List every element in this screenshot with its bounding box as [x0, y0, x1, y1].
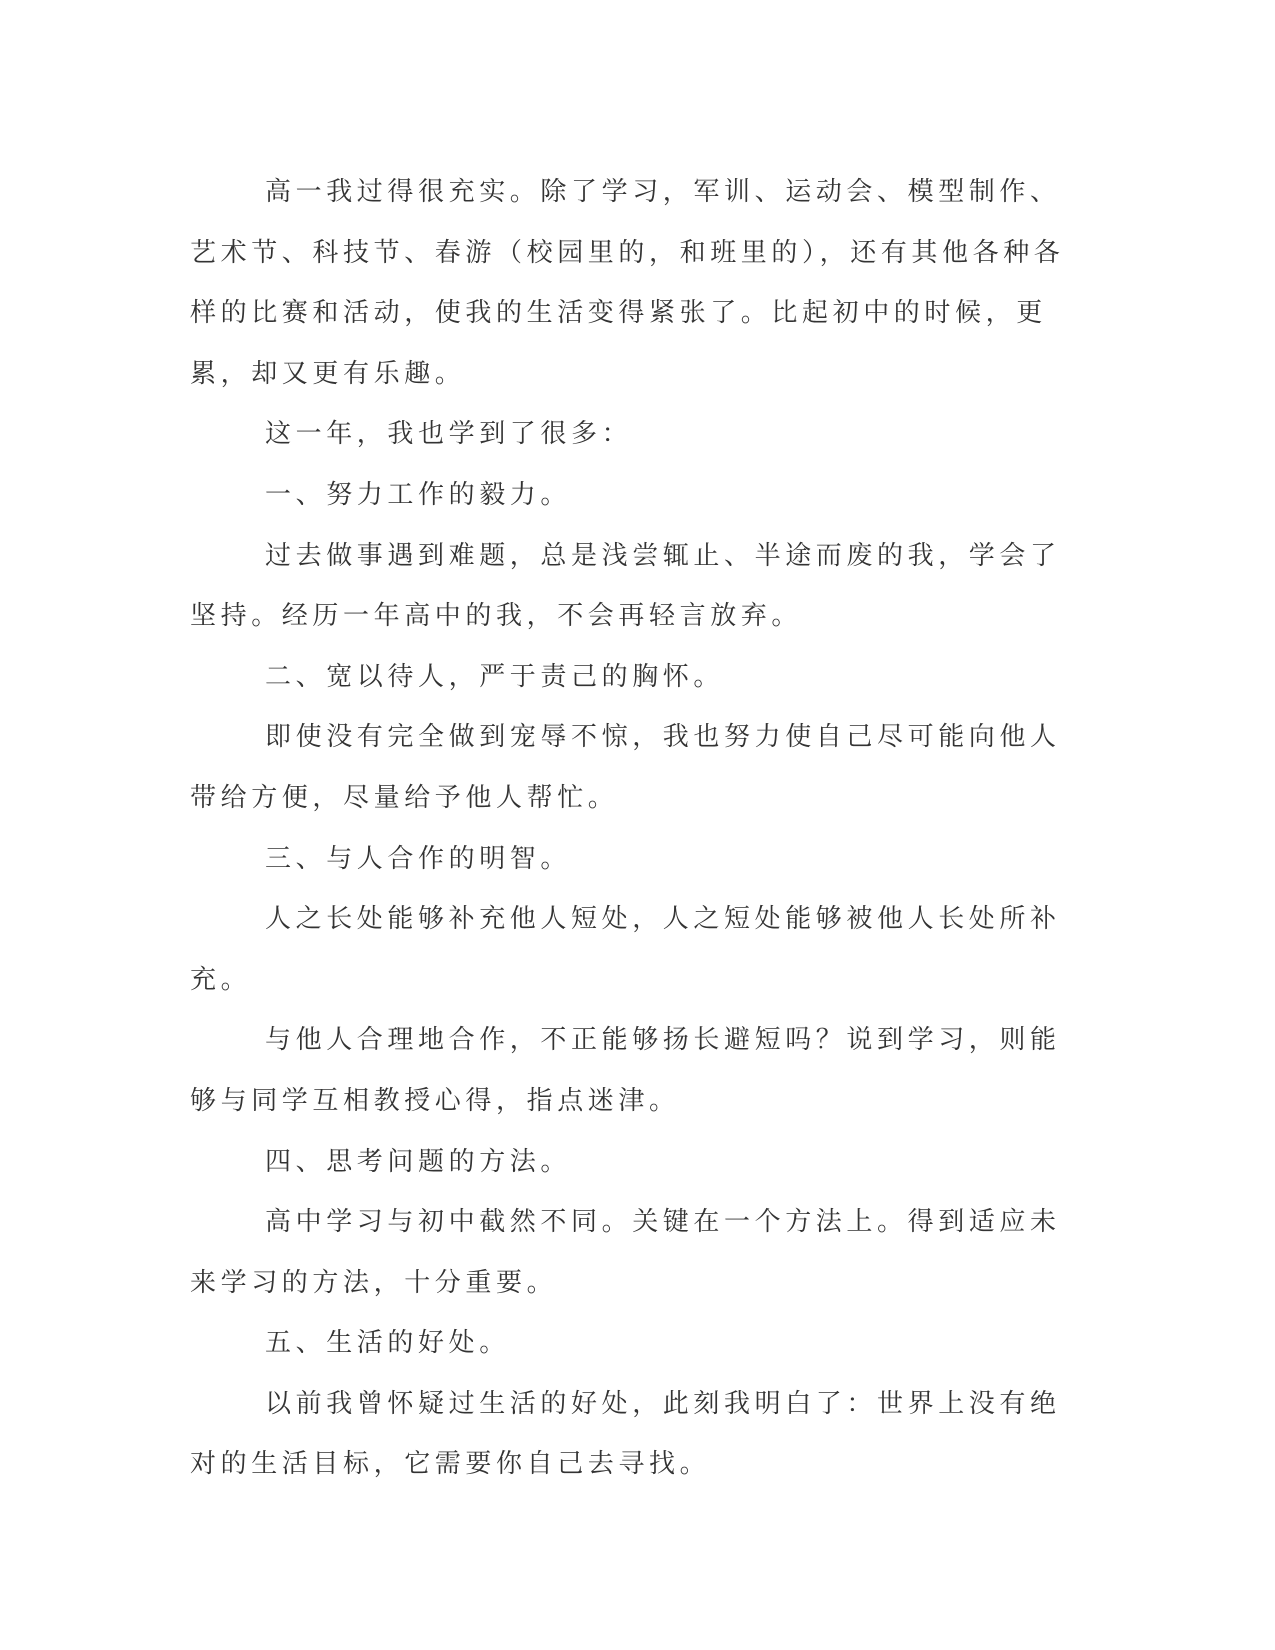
paragraph-point-2: 即使没有完全做到宠辱不惊，我也努力使自己尽可能向他人带给方便，尽量给予他人帮忙。 [190, 722, 1061, 813]
heading-point-5: 五、生活的好处。 [265, 1328, 510, 1359]
paragraph-point-3b: 与他人合理地合作，不正能够扬长避短吗？说到学习，则能够与同学互相教授心得，指点迷津。 [190, 1025, 1061, 1116]
paragraph-point-4: 高中学习与初中截然不同。关键在一个方法上。得到适应未来学习的方法，十分重要。 [190, 1207, 1061, 1298]
heading-point-3: 三、与人合作的明智。 [265, 843, 572, 874]
heading-point-4: 四、思考问题的方法。 [265, 1146, 572, 1177]
heading-point-2: 二、宽以待人，严于责己的胸怀。 [265, 661, 725, 692]
paragraph-point-3a: 人之长处能够补充他人短处，人之短处能够被他人长处所补充。 [190, 904, 1061, 995]
paragraph-intro: 高一我过得很充实。除了学习，军训、运动会、模型制作、艺术节、科技节、春游（校园里的，和班里的），还有其他各种各样的比赛和活动，使我的生活变得紧张了。比起初中的时候，更累，却又更有乐趣。 [190, 177, 1065, 389]
heading-point-1: 一、努力工作的毅力。 [265, 479, 572, 510]
document-body [190, 162, 1080, 1495]
paragraph-learned: 这一年，我也学到了很多： [265, 419, 633, 450]
paragraph-point-5: 以前我曾怀疑过生活的好处，此刻我明白了：世界上没有绝对的生活目标，它需要你自己去寻找。 [190, 1388, 1061, 1480]
paragraph-point-1: 过去做事遇到难题，总是浅尝辄止、半途而废的我，学会了坚持。经历一年高中的我，不会再轻言放弃。 [190, 540, 1061, 632]
